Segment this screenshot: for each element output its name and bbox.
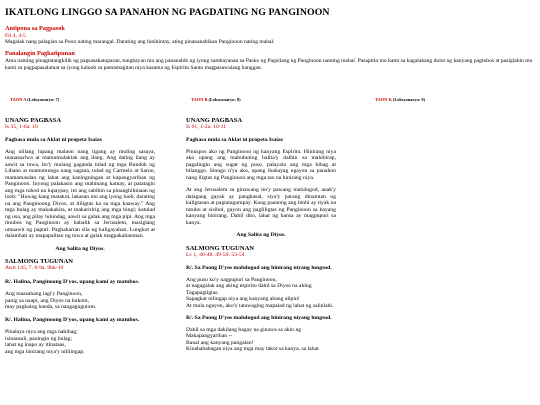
psalm-ref: Lc 1, 46-48. 49-50. 53-54: [186, 251, 245, 258]
reading-heading: UNANG PAGBASA: [186, 116, 243, 124]
antipona-text: Magalak nang palagian sa Poon nating marangal. Darating ang hinihintay, ating pinananabikan Panginoon nating mahal.: [5, 39, 275, 46]
word-of-god-line: Ang Salita ng Diyos.: [236, 232, 286, 238]
reading-text: Pinuspos ako ng Panginoon ng kanyang Espiritu. Hinirang niya ako upang ang mabubuting balita'y dalhin sa mahihirap, pagalingin ang sugat ng puso, palayain ang mga bihag at bilanggo. Sinugo n'ya ako, upang ihahayag ngayon sa panahon nang iligtas ng Panginoon ang mga tao na hinirang niya.: [186, 148, 336, 181]
reading-title: Pagbasa mula sa Aklat ni propeta Isaias: [5, 137, 102, 143]
psalm-response: R/. Halina, Panginoong D'yos, upang kami ay matubos.: [5, 278, 140, 285]
reading-text-2: At ang Jerusalem sa ginawang ito'y pawang malulugod, anak'y dalagang gayak ay pangkasal, siya'y parang dinamtan ng kaligtasan at pagtatagumpay. Kung paanong ang binhi ay tiyak na tutubo at sisibol, gayon ang pagliligtas ng Panginoon sa bayang kanyang hinirang. Dahil dito, lahat ng bansa ay magpupuri sa kanya.: [186, 187, 336, 226]
word-of-god-line: Ang Salita ng Diyos.: [55, 245, 105, 252]
antipona-ref: Fil 4, 4-5: [5, 32, 26, 39]
psalm-heading: SALMONG TUGUNAN: [5, 258, 73, 265]
psalm-ref: Awit 145, 7. 8-9a. 9bk-10: [5, 265, 64, 271]
psalm-stanza: Ang puso ko'y nagpupuri sa Panginoon, at nagagalak ang aking espiritu dahil sa Diyos na aking Tagapagligtas. Sapagkat nilingap niya ang kanyang abang alipin! At mula ngayon, ako'y tatawaging mapalad ng lahat ng salinlahi.: [186, 276, 334, 309]
reading-ref: Is 61, 1-2a. 10-11: [186, 123, 227, 130]
reading-text: Ang ulilang lupang malaon nang tigang ay muling sasaya, mananariwa at mamumulaklak ang ilang. Ang dating ilang ay aawit sa tuwa, ito'y mulang gaganda tulad ng mga Bundok ng Libano at mamumunga nang sagana, tulad ng Carmelo at Saron, mamamasdan ng lahat ang kaningningan at kapangyarihan ng Panginoon. Inyong palakasin ang mahinang kamay, at patatagin ang mga tuhod na lupaypay, ito ang sabihin sa pinanghihinaan ng loob: "Huwag kang matakot, lakasan mo ang iyong loob, darating na ang Panginoong Diyos, at ililigtas ka sa mga kaaway." Ang mga bulag ay makakakita, at makariririg ang mga bingi; katulad ng usa, ang pilay lulundag, aawit sa galak ang mga pipi. Ang mga tinubos ng Panginoon ay babalik sa Jerusalem, masiglang umaawit ng papuri. Paghaharian sila ng kaligayahan. Lungkot at dalamhati ay mapapalitan ng tuwa at galak magpakailanman.: [5, 148, 155, 239]
column-taon-k: [370, 97, 520, 117]
intro-section: [5, 26, 535, 71]
psalm-response: R/. Sa Poong D'yos malulugod ang hinirang niyang lungsod.: [186, 315, 332, 321]
reading-heading: UNANG PAGBASA: [5, 116, 62, 124]
tab-taon-a[interactable]: TAON A (Leksyonaryo: 7): [10, 97, 60, 102]
panalangin-text: Ama naming pinagtatangkilik ng pagsasakatuparan, tunghayan mo ang pananabik ng iyong sambayanan sa Pasko ng Pagsilang ng Panginoon naming mahal. Pasapitin mo kami sa kagalakang dulot ng kanyang pagtubos at pasiglahin mo kami sa pagpapasalamat sa iyong kaloob sa pamamagitan niya kasama ng Espiritu Santo magpasawalang hanggan.: [5, 57, 533, 71]
reading-ref: Is 35, 1-6a. 10: [5, 123, 38, 130]
antipona-heading: Antipona sa Pagpasok: [5, 25, 65, 32]
panalangin-heading: Panalangin Pagkatipunan: [5, 50, 75, 58]
psalm-heading: SALMONG TUGUNAN: [186, 244, 254, 252]
psalm-response: R/. Halina, Panginoong D'yos, upang kami ay matubos.: [5, 316, 140, 323]
psalm-response: R/. Sa Poong D'yos malulugod ang hinirang niyang lungsod.: [186, 265, 332, 271]
reading-title: Pagbasa mula sa Aklat ni propeta Isaias: [186, 137, 283, 143]
page-title: IKATLONG LINGGO SA PANAHON NG PAGDATING NG PANGINOON: [5, 7, 330, 18]
column-taon-a: [5, 97, 155, 361]
psalm-stanza: Pinalaya niya ang mga nabihag; isinasauli, paningin ng bulag; lahat ng inapo ay itinataas, ang mga hinirang niya'y nililingap.: [5, 329, 85, 355]
psalm-stanza: Dahil sa mga dakilang bagay na ginawa sa akin ng Makapangyarihan -- Banal ang kanyang pangalan! Kinahahabagan niya ang mga may takot sa kanya, sa lahat: [186, 326, 319, 352]
tab-taon-k[interactable]: TAON K (Leksyonaryo: 9): [375, 97, 426, 102]
column-taon-b: [186, 97, 336, 359]
psalm-stanza: Ang maasahang lagi'y Panginoon, panig sa naapi, ang Diyos na hukom, may pagkaing handa, sa nangagugutom.: [5, 291, 97, 310]
tab-taon-b[interactable]: TAON B (Leksyonaryo: 8): [191, 97, 241, 102]
